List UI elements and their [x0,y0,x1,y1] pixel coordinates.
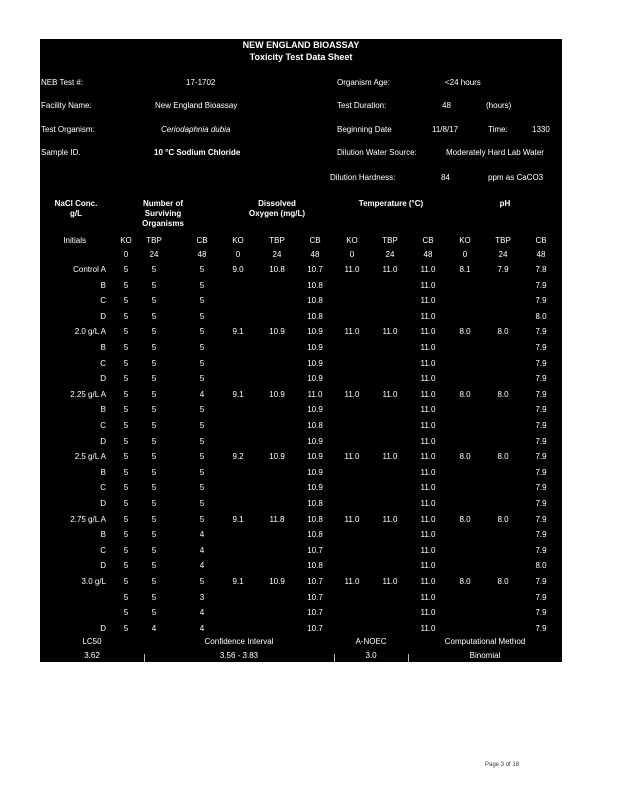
table-cell: 10.9 [269,452,285,461]
table-cell: 11.0 [344,327,360,336]
table-cell: 5 [151,546,157,555]
organism-label: Test Organism: [41,125,95,134]
table-cell: 5 [123,452,129,461]
table-cell: 5 [199,499,205,508]
table-cell: 11.0 [420,530,436,539]
table-cell: 7.9 [535,546,547,555]
table-cell: 10.7 [307,546,323,555]
table-cell: 7.9 [535,608,547,617]
header-nacl-conc: NaCl Conc. g/L [54,199,98,218]
hour-cell: 24 [149,250,159,259]
table-cell: 7.9 [535,530,547,539]
table-cell: 7.9 [497,265,509,274]
summary-header-lc50: LC50 [82,637,102,646]
summary-divider [334,654,335,662]
table-cell: 5 [151,265,157,274]
table-cell: 7.9 [535,468,547,477]
table-cell: 5 [123,468,129,477]
duration-label: Test Duration: [337,101,387,110]
table-cell: 10.9 [307,374,323,383]
table-cell: 5 [151,593,157,602]
table-cell: 7.9 [535,437,547,446]
row-label: 2.75 g/L A [70,515,106,524]
table-cell: 8.0 [535,561,547,570]
header-temperature: Temperature (°C) [358,199,424,208]
table-cell: 5 [199,296,205,305]
table-cell: 10.8 [307,421,323,430]
table-cell: 4 [199,530,205,539]
table-cell: 7.9 [535,390,547,399]
summary-table [40,633,562,662]
table-cell: 11.0 [420,312,436,321]
table-cell: 4 [199,624,205,633]
table-cell: 5 [199,359,205,368]
summary-header-confidence: Confidence Interval [204,637,274,646]
table-cell: 7.9 [535,515,547,524]
table-cell: 5 [123,577,129,586]
facility-value: New England Bioassay [155,101,238,110]
hour-cell: 24 [498,250,508,259]
initials-cell: KO [232,236,244,245]
table-cell: 5 [151,327,157,336]
table-cell: 11.0 [382,452,398,461]
table-cell: 9.2 [232,452,244,461]
initials-cell: TBP [495,236,511,245]
sheet-title: NEW ENGLAND BIOASSAY [242,40,360,50]
table-cell: 5 [199,327,205,336]
table-cell: 11.8 [269,515,285,524]
table-cell: 11.0 [420,343,436,352]
sample-label: Sample ID. [41,148,81,157]
table-cell: 5 [151,312,157,321]
table-cell: 5 [123,437,129,446]
table-cell: 3 [199,593,205,602]
table-cell: 5 [199,281,205,290]
table-cell: 8.0 [459,390,471,399]
row-label: B [100,281,106,290]
table-cell: 5 [123,515,129,524]
table-cell: 5 [151,561,157,570]
summary-divider [408,654,409,662]
table-cell: 10.9 [307,437,323,446]
table-cell: 10.9 [307,468,323,477]
table-cell: 11.0 [420,437,436,446]
table-cell: 5 [199,468,205,477]
table-cell: 5 [199,452,205,461]
row-label: C [100,546,106,555]
row-label: 2.25 g/L A [70,390,106,399]
age-value: <24 hours [445,78,481,87]
organism-value: Ceriodaphnia dubia [161,125,231,134]
table-cell: 8.0 [497,577,509,586]
row-label: D [100,437,106,446]
initials-cell: CB [422,236,434,245]
table-cell: 5 [123,296,129,305]
table-cell: 5 [199,374,205,383]
initials-label: Initials [63,236,86,245]
table-cell: 11.0 [420,546,436,555]
table-cell: 11.0 [420,390,436,399]
header-ph: pH [499,199,511,208]
time-value: 1330 [532,125,550,134]
table-cell: 7.9 [535,343,547,352]
table-cell: 5 [123,593,129,602]
table-cell: 9.1 [232,390,244,399]
table-cell: 11.0 [420,499,436,508]
row-label: D [100,374,106,383]
table-cell: 5 [123,343,129,352]
initials-cell: KO [459,236,471,245]
table-cell: 11.0 [382,515,398,524]
row-label: D [100,561,106,570]
table-cell: 7.9 [535,296,547,305]
table-cell: 11.0 [420,608,436,617]
facility-label: Facility Name: [41,101,92,110]
table-cell: 11.0 [420,296,436,305]
time-label: Time: [488,125,508,134]
table-cell: 5 [199,437,205,446]
initials-cell: CB [309,236,321,245]
table-cell: 11.0 [344,515,360,524]
table-cell: 8.0 [497,515,509,524]
table-cell: 8.0 [535,312,547,321]
table-cell: 11.0 [344,390,360,399]
row-label: B [100,343,106,352]
table-cell: 9.1 [232,327,244,336]
summary-method-value: Binomial [469,651,501,660]
summary-anoec-value: 3.0 [365,651,377,660]
table-cell: 11.0 [420,359,436,368]
table-cell: 8.0 [459,515,471,524]
table-cell: 10.9 [307,452,323,461]
hour-cell: 0 [235,250,241,259]
table-cell: 11.0 [420,515,436,524]
table-cell: 5 [151,296,157,305]
table-cell: 10.8 [307,530,323,539]
table-cell: 5 [123,608,129,617]
table-cell: 5 [123,561,129,570]
summary-header-anoec: A-NOEC [355,637,387,646]
table-cell: 9.0 [232,265,244,274]
table-cell: 5 [151,374,157,383]
row-label: B [100,530,106,539]
table-cell: 5 [123,359,129,368]
table-cell: 5 [151,499,157,508]
table-cell: 5 [123,265,129,274]
table-cell: 10.8 [269,265,285,274]
table-cell: 5 [151,421,157,430]
initials-cell: CB [196,236,208,245]
table-cell: 7.9 [535,281,547,290]
beginning-value: 11/8/17 [432,125,459,134]
table-cell: 11.0 [344,577,360,586]
table-cell: 10.7 [307,577,323,586]
table-cell: 11.0 [420,281,436,290]
hour-cell: 0 [349,250,355,259]
table-cell: 5 [151,577,157,586]
table-cell: 7.9 [535,499,547,508]
table-cell: 11.0 [420,624,436,633]
data-sheet [40,39,562,661]
table-cell: 10.8 [307,561,323,570]
row-label: C [100,359,106,368]
table-cell: 11.0 [382,390,398,399]
table-cell: 5 [123,421,129,430]
table-cell: 5 [151,468,157,477]
table-cell: 5 [123,624,129,633]
table-cell: 11.0 [420,421,436,430]
initials-cell: TBP [382,236,398,245]
table-cell: 10.7 [307,608,323,617]
table-cell: 4 [199,390,205,399]
sample-value: 10 °C Sodium Chloride [154,148,241,157]
row-label: D [100,312,106,321]
table-cell: 5 [199,265,205,274]
initials-cell: TBP [146,236,162,245]
table-cell: 11.0 [420,452,436,461]
initials-cell: KO [346,236,358,245]
table-cell: 5 [151,281,157,290]
table-cell: 5 [123,327,129,336]
summary-lc50-value: 3.62 [84,651,100,660]
table-cell: 7.9 [535,483,547,492]
neb-test-label: NEB Test #: [41,78,84,87]
initials-cell: CB [535,236,547,245]
table-cell: 5 [123,499,129,508]
table-cell: 8.0 [459,327,471,336]
table-cell: 9.1 [232,577,244,586]
table-cell: 5 [151,390,157,399]
table-cell: 11.0 [344,452,360,461]
table-cell: 11.0 [420,468,436,477]
row-label: C [100,296,106,305]
hour-cell: 48 [310,250,320,259]
table-cell: 5 [151,530,157,539]
table-cell: 10.9 [307,343,323,352]
table-cell: 7.9 [535,405,547,414]
table-cell: 4 [199,608,205,617]
table-cell: 7.8 [535,265,547,274]
table-cell: 5 [151,608,157,617]
table-cell: 5 [151,343,157,352]
age-label: Organism Age: [337,78,390,87]
table-cell: 7.9 [535,327,547,336]
table-cell: 5 [123,281,129,290]
table-cell: 7.9 [535,624,547,633]
table-cell: 11.0 [382,577,398,586]
row-label: D [100,624,106,633]
table-cell: 11.0 [420,561,436,570]
table-cell: 10.9 [307,327,323,336]
table-cell: 11.0 [420,265,436,274]
table-cell: 5 [151,437,157,446]
table-cell: 5 [151,452,157,461]
table-cell: 8.0 [497,327,509,336]
header-dissolved-oxygen: Dissolved Oxygen (mg/L) [248,199,305,218]
table-cell: 8.0 [497,390,509,399]
table-cell: 10.7 [307,265,323,274]
table-cell: 5 [123,546,129,555]
dilution-hardness-unit: ppm as CaCO3 [488,173,544,182]
table-cell: 11.0 [420,483,436,492]
table-cell: 7.9 [535,452,547,461]
initials-cell: KO [120,236,132,245]
summary-divider [144,654,145,662]
hour-cell: 0 [123,250,129,259]
dilution-source-value: Moderately Hard Lab Water [446,148,544,157]
table-cell: 10.8 [307,312,323,321]
table-cell: 10.8 [307,499,323,508]
dilution-hardness-label: Dilution Hardness: [330,173,396,182]
table-cell: 10.9 [307,359,323,368]
table-cell: 11.0 [382,327,398,336]
row-label: 3.0 g/L [81,577,106,586]
table-cell: 11.0 [344,265,360,274]
row-label: C [100,483,106,492]
row-label: B [100,405,106,414]
table-cell: 11.0 [420,374,436,383]
table-cell: 10.7 [307,624,323,633]
initials-cell: TBP [269,236,285,245]
table-cell: 10.9 [307,405,323,414]
table-cell: 8.1 [459,265,471,274]
table-cell: 11.0 [420,593,436,602]
neb-test-value: 17-1702 [186,78,216,87]
table-cell: 5 [123,405,129,414]
sheet-subtitle: Toxicity Test Data Sheet [249,52,353,62]
hour-cell: 48 [423,250,433,259]
table-cell: 10.9 [269,390,285,399]
beginning-label: Beginning Date [337,125,392,134]
table-cell: 7.9 [535,374,547,383]
row-label: B [100,468,106,477]
table-cell: 8.0 [459,577,471,586]
hour-cell: 48 [536,250,546,259]
table-cell: 5 [123,530,129,539]
table-cell: 5 [123,374,129,383]
dilution-source-label: Dilution Water Source: [337,148,417,157]
table-cell: 10.9 [269,327,285,336]
table-cell: 5 [151,515,157,524]
table-cell: 4 [151,624,157,633]
table-cell: 10.8 [307,296,323,305]
row-label: C [100,421,106,430]
table-cell: 7.9 [535,359,547,368]
duration-value: 48 [442,101,451,110]
summary-header-method: Computational Method [444,637,526,646]
table-cell: 11.0 [420,577,436,586]
page-number: Page 3 of 18 [485,762,520,768]
table-cell: 10.8 [307,515,323,524]
table-cell: 10.9 [307,483,323,492]
summary-confidence-value: 3.56 - 3.83 [219,651,259,660]
table-cell: 5 [123,312,129,321]
table-cell: 10.8 [307,281,323,290]
table-cell: 8.0 [459,452,471,461]
hour-cell: 0 [462,250,468,259]
row-label: 2.0 g/L A [74,327,106,336]
table-cell: 5 [199,421,205,430]
row-label: Control A [73,265,106,274]
dilution-hardness-value: 84 [441,173,450,182]
table-cell: 4 [199,546,205,555]
table-cell: 11.0 [420,405,436,414]
row-label: 2.5 g/L A [74,452,106,461]
hour-cell: 24 [272,250,282,259]
table-cell: 4 [199,561,205,570]
table-cell: 5 [199,515,205,524]
table-cell: 5 [199,483,205,492]
table-cell: 5 [123,390,129,399]
table-cell: 5 [151,359,157,368]
header-surviving-organisms: Number of Surviving Organisms [142,199,184,228]
hour-cell: 24 [385,250,395,259]
table-cell: 5 [199,405,205,414]
table-cell: 9.1 [232,515,244,524]
table-cell: 5 [151,483,157,492]
table-cell: 10.7 [307,593,323,602]
table-cell: 5 [123,483,129,492]
hour-cell: 48 [197,250,207,259]
table-cell: 5 [151,405,157,414]
table-cell: 11.0 [382,265,398,274]
table-cell: 5 [199,343,205,352]
row-label: D [100,499,106,508]
table-cell: 10.9 [269,577,285,586]
duration-unit: (hours) [486,101,512,110]
table-cell: 7.9 [535,421,547,430]
table-cell: 5 [199,312,205,321]
table-cell: 7.9 [535,577,547,586]
table-cell: 11.0 [307,390,323,399]
table-cell: 5 [199,577,205,586]
table-cell: 7.9 [535,593,547,602]
table-cell: 11.0 [420,327,436,336]
table-cell: 8.0 [497,452,509,461]
